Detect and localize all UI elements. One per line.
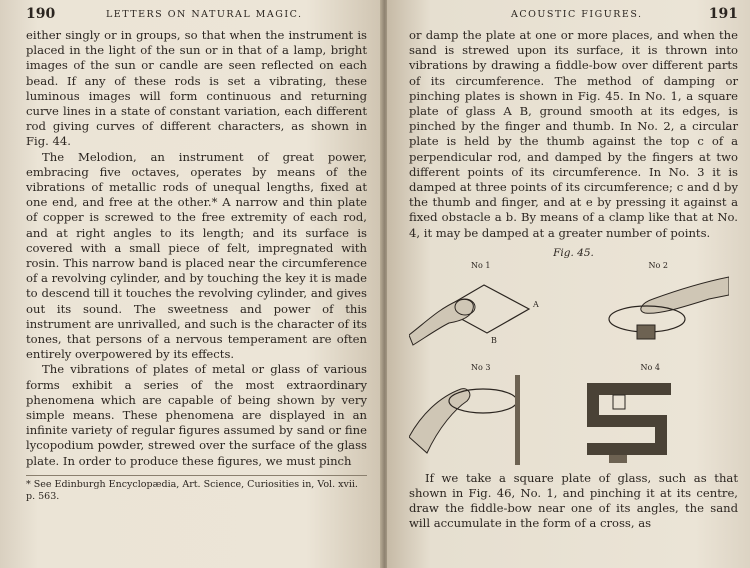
left-page-header [26, 6, 367, 28]
right-page-number: 191 [708, 6, 738, 22]
left-paragraph-3: The vibrations of plates of metal or glass of various forms exhibit a series of the most extraordinary phenomena which are capable of being shown by very simple means. These phenomena are displayed in an infinite variety of regular figures assumed by sand or fine lycopodium powder, strewed over the surface of the glass plate. In order to produce these figures, we must pinch [26, 362, 367, 468]
right-paragraph-bottom: If we take a square plate of glass, such as that shown in Fig. 46, No. 1, and pinching it at its centre, draw the fiddle-bow near one of its angles, the sand will accumulate in the form of a cross, as [409, 470, 738, 531]
right-page [387, 0, 750, 568]
figure-45 [409, 261, 738, 467]
figure-panel-2 [579, 261, 739, 361]
left-paragraph-1: either singly or in groups, so that when the instrument is placed in the light of the sun or in that of a lamp, bright images of the sun or candle are seen reflected on each bead. If any of these rods is set a vibrating, these luminous images will form continuous and returning curve lines in a state of constant variation, each different rod giving curves of different characters, as shown in Fig. 44. [26, 28, 367, 149]
right-paragraph-top: or damp the plate at one or more places, and when the sand is strewed upon its surface, it is thrown into vibrations by drawing a fiddle-bow over different parts of its circumference. The method of damping or pinching plates is shown in Fig. 45. In No. 1, a square plate of glass A B, ground smooth at its edges, is pinched by the finger and thumb. In No. 2, a circular plate is held by the thumb against the top c of a perpendicular rod, and damped by the fingers at two different points of its circumference. In No. 3 it is damped at three points of its circumference; c and d by the thumb and finger, and at e by pressing it against a fixed obstacle a b. By means of a clamp like that at No. 4, it may be damped at a greater number of points. [409, 28, 738, 240]
figure-panel-4 [579, 363, 739, 467]
figure-panel-1 [409, 261, 569, 361]
right-running-head: ACOUSTIC FIGURES. [511, 9, 643, 20]
circular-plate-on-rod-illustration [579, 273, 729, 359]
figure-letter-b: B [491, 335, 497, 345]
figure-title: Fig. 45. [553, 246, 594, 259]
right-page-header [409, 6, 738, 28]
left-paragraph-2: The Melodion, an instrument of great power, embracing five octaves, operates by means of the vibrations of metallic rods of unequal lengths, fixed at one end, and free at the other.* A narrow and thin plate of copper is screwed to the free extremity of each rod, and at right angles to its length; and its surface is covered with a small piece of felt, impregnated with rosin. This narrow band is placed near the circumference of a revolving cylinder, and by touching the key it is made to descend till it touches the revolving cylinder, and gives out its sound. The sweetness and power of this instrument are unrivalled, and such is the character of its tones, that persons of a nervous temperament are often entirely overpowered by its effects. [26, 149, 367, 362]
left-page-number: 190 [26, 6, 56, 22]
circular-plate-damped-three-points-illustration [409, 375, 559, 467]
square-plate-pinched-illustration [409, 273, 559, 359]
footnote: * See Edinburgh Encyclopædia, Art. Science, Curiosities in, Vol. xvii. p. 563. [26, 475, 367, 503]
figure-letter-a: A [533, 299, 539, 309]
figure-panel-3-label: No 3 [471, 362, 491, 372]
left-running-head: LETTERS ON NATURAL MAGIC. [106, 9, 303, 20]
figure-panel-2-label: No 2 [648, 260, 668, 270]
figure-panel-3 [409, 363, 569, 467]
figure-panel-1-label: No 1 [471, 260, 491, 270]
clamp-illustration [579, 375, 729, 467]
figure-panel-4-label: No 4 [640, 362, 660, 372]
